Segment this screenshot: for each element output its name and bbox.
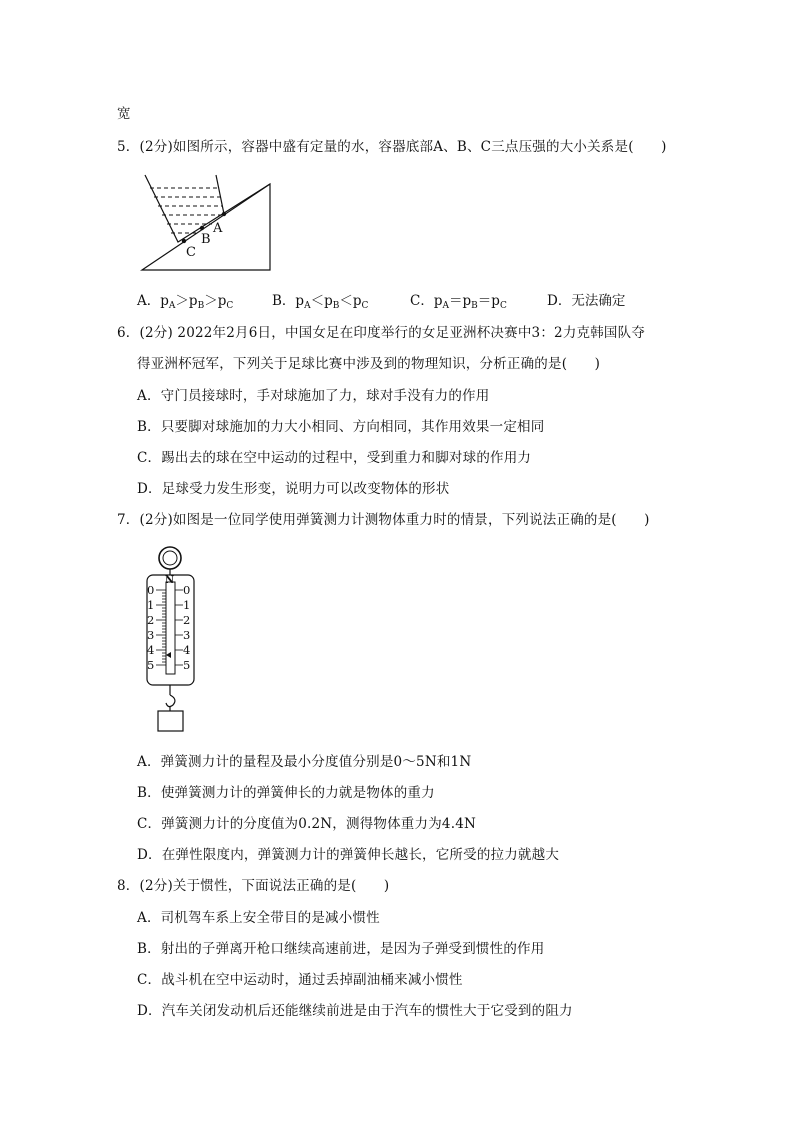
q5-option-b[interactable]: B．$p_A<p_B<p_C$	[272, 293, 369, 311]
scale-tube	[166, 582, 175, 674]
pointer-icon	[166, 652, 171, 658]
q5-option-a[interactable]: A．$p_A>p_B>p_C$	[137, 293, 234, 311]
question-7-stem: 7．(2分)如图是一位同学使用弹簧测力计测物体重力时的情景，下列说法正确的是( )	[117, 512, 650, 528]
q7-option-b[interactable]: B．使弹簧测力计的弹簧伸长的力就是物体的重力	[137, 785, 435, 801]
q7-option-c[interactable]: C．弹簧测力计的分度值为0.2N，测得物体重力为4.4N	[137, 816, 476, 832]
svg-text:5: 5	[183, 658, 191, 672]
question-6-stem-line1: 6．(2分) 2022年2月6日，中国女足在印度举行的女足亚洲杯决赛中3：2力克韩国队夺	[117, 325, 646, 341]
svg-text:0: 0	[147, 583, 155, 597]
question-5-stem: 5．(2分)如图所示，容器中盛有定量的水，容器底部A、B、C三点压强的大小关系是( )	[117, 139, 667, 155]
q8-option-a[interactable]: A．司机驾车系上安全带目的是减小惯性	[137, 910, 380, 926]
label-c: C	[186, 245, 196, 260]
ring-icon	[159, 547, 181, 569]
point-b-dot	[200, 226, 204, 230]
continuation-text: 宽	[117, 106, 131, 122]
svg-text:3: 3	[183, 628, 191, 642]
q6-option-c[interactable]: C．踢出去的球在空中运动的过程中，受到重力和脚对球的作用力	[137, 450, 532, 466]
svg-text:3: 3	[147, 628, 155, 642]
point-c-dot	[182, 239, 186, 243]
q5-option-d[interactable]: D．无法确定	[547, 293, 626, 309]
q6-option-d[interactable]: D．足球受力发生形变，说明力可以改变物体的形状	[137, 481, 450, 497]
unit-label: N	[165, 575, 175, 586]
q6-option-b[interactable]: B．只要脚对球施加的力大小相同、方向相同，其作用效果一定相同	[137, 419, 545, 435]
svg-text:2: 2	[147, 613, 155, 627]
spring-scale-figure	[140, 545, 220, 735]
point-a-dot	[222, 212, 226, 216]
q7-option-a[interactable]: A．弹簧测力计的量程及最小分度值分别是0～5N和1N	[137, 754, 472, 770]
label-b: B	[201, 232, 211, 247]
question-6-stem-line2: 得亚洲杯冠军，下列关于足球比赛中涉及到的物理知识，分析正确的是( )	[137, 356, 601, 372]
q5-option-c[interactable]: C．$p_A=p_B=p_C$	[410, 293, 507, 311]
svg-text:0: 0	[183, 583, 191, 597]
weight-block	[158, 711, 183, 731]
q8-option-c[interactable]: C．战斗机在空中运动时，通过丢掉副油桶来减小惯性	[137, 972, 463, 988]
svg-text:2: 2	[183, 613, 191, 627]
label-a: A	[213, 221, 223, 236]
q8-option-d[interactable]: D．汽车关闭发动机后还能继续前进是由于汽车的惯性大于它受到的阻力	[137, 1003, 573, 1019]
svg-text:4: 4	[183, 643, 191, 657]
question-8-stem: 8．(2分)关于惯性，下面说法正确的是( )	[117, 878, 390, 894]
svg-text:1: 1	[147, 598, 155, 612]
q8-option-b[interactable]: B．射出的子弹离开枪口继续高速前进，是因为子弹受到惯性的作用	[137, 941, 545, 957]
svg-text:4: 4	[147, 643, 155, 657]
hook-icon	[166, 695, 175, 707]
q7-option-d[interactable]: D．在弹性限度内，弹簧测力计的弹簧伸长越长，它所受的拉力就越大	[137, 847, 560, 863]
svg-text:1: 1	[183, 598, 191, 612]
q6-option-a[interactable]: A．守门员接球时，手对球施加了力，球对手没有力的作用	[137, 388, 490, 404]
container-pressure-figure	[140, 170, 275, 275]
svg-text:5: 5	[147, 658, 155, 672]
